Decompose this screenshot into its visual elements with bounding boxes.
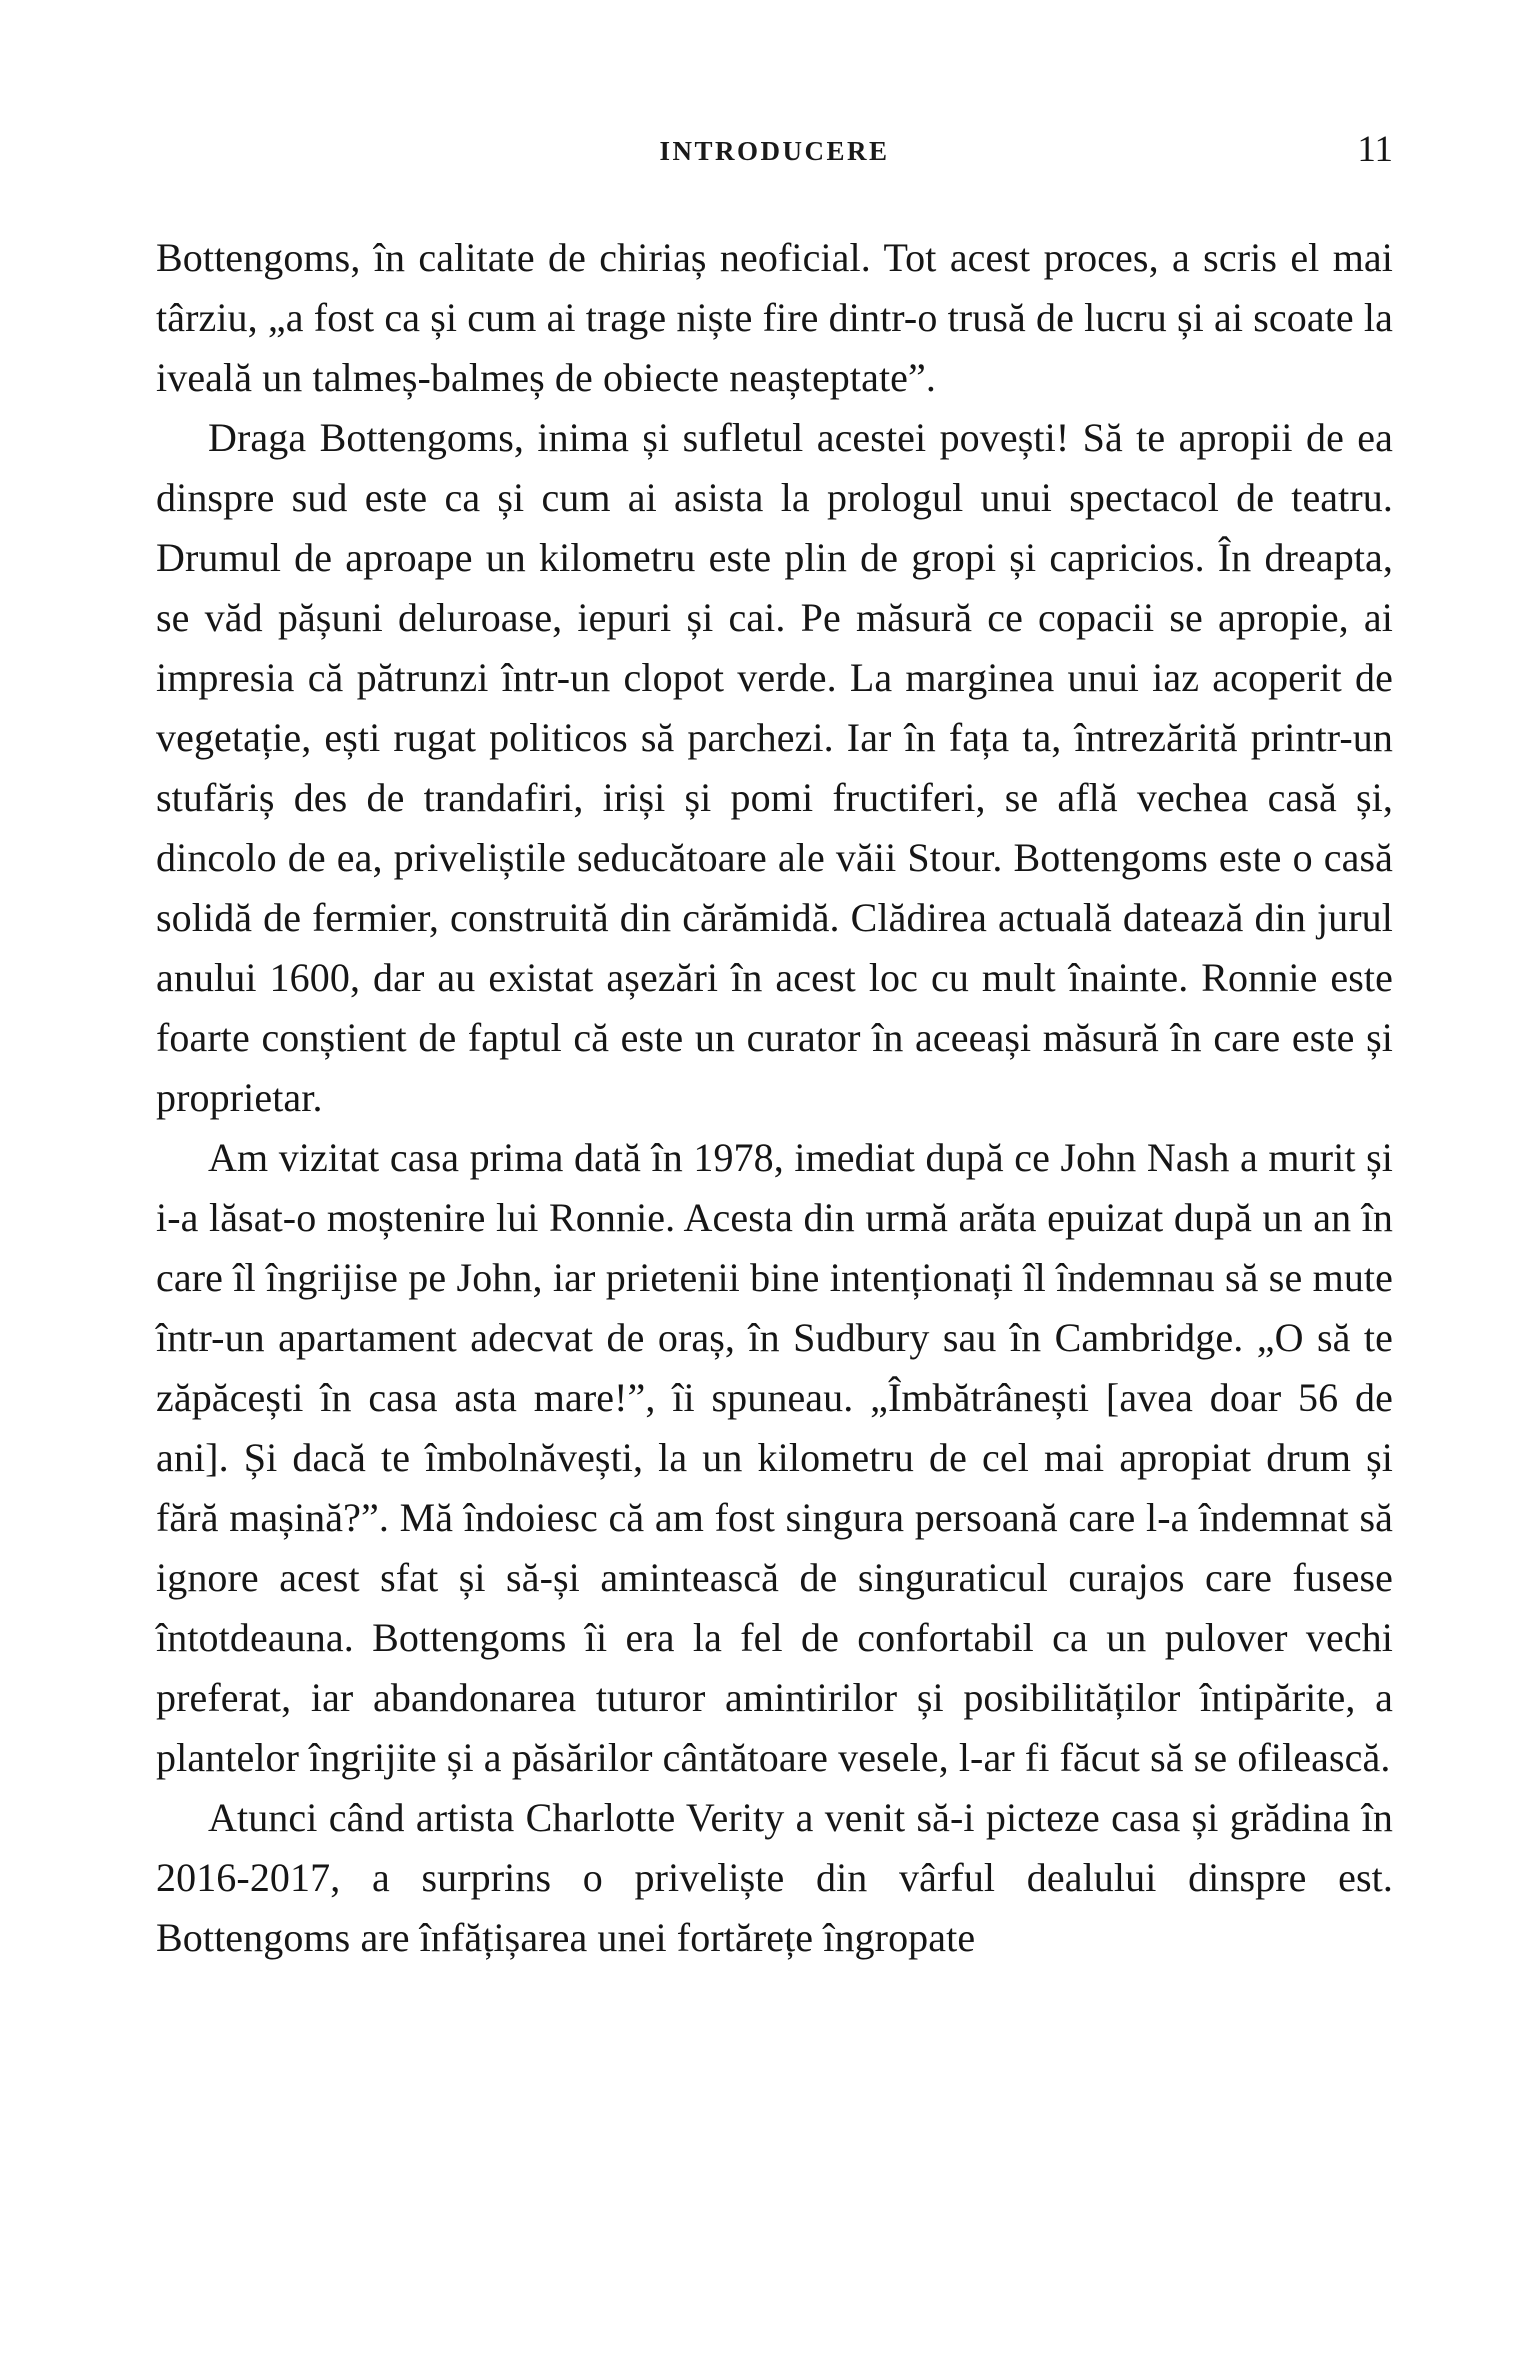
- paragraph: Atunci când artista Charlotte Verity a venit să-i picteze casa și grădina în 2016-2017, a surprins o priveliște din vârful dealului dinspre est. Bottengoms are înfățișarea unei fortărețe îngropate: [156, 1795, 1393, 1960]
- page-number: 11: [1357, 129, 1393, 170]
- paragraph: Am vizitat casa prima dată în 1978, imediat după ce John Nash a murit și i-a lăsat-o moștenire lui Ronnie. Acesta din urmă arăta epuizat după un an în care îl îngrijise pe John, iar prietenii bine intenționați îl îndemnau să se mute într-un apartament adecvat de oraș, în Sudbury sau în Cambridge. „O să te zăpăcești în casa asta mare!”, îi spuneau. „Îmbătrânești [avea doar 56 de ani]. Și dacă te îmbolnăvești, la un kilometru de cel mai apropiat drum și fără mașină?”. Mă îndoiesc că am fost singura persoană care l-a îndemnat să ignore acest sfat și să-și amintească de singuraticul curajos care fusese întotdeauna. Bottengoms îi era la fel de confortabil ca un pulover vechi preferat, iar abandonarea tuturor amintirilor și posibilităților întipărite, a plantelor îngrijite și a păsărilor cântătoare vesele, l-ar fi făcut să se ofilească.: [156, 1135, 1393, 1780]
- paragraph: Draga Bottengoms, inima și sufletul acestei povești! Să te apropii de ea dinspre sud este ca și cum ai asista la prologul unui spectacol de teatru. Drumul de aproape un kilometru este plin de gropi și capricios. În dreapta, se văd pășuni deluroase, iepuri și cai. Pe măsură ce copacii se apropie, ai impresia că pătrunzi într-un clopot verde. La marginea unui iaz acoperit de vegetație, ești rugat politicos să parchezi. Iar în fața ta, întrezărită printr-un stufăriș des de trandafiri, iriși și pomi fructiferi, se află vechea casă și, dincolo de ea, priveliștile seducătoare ale văii Stour. Bottengoms este o casă solidă de fermier, construită din cărămidă. Clădirea actuală datează din jurul anului 1600, dar au existat așezări în acest loc cu mult înainte. Ronnie este foarte conștient de faptul că este un curator în aceeași măsură în care este și proprietar.: [156, 415, 1393, 1120]
- paragraph: Bottengoms, în calitate de chiriaș neoficial. Tot acest proces, a scris el mai târziu, „a fost ca și cum ai trage niște fire dintr-o trusă de lucru și ai scoate la iveală un talmeș-balmeș de obiecte neașteptate”.: [156, 235, 1393, 400]
- running-title: INTRODUCERE: [659, 136, 890, 166]
- page-body: [156, 228, 1393, 1968]
- page-header: [156, 128, 1393, 176]
